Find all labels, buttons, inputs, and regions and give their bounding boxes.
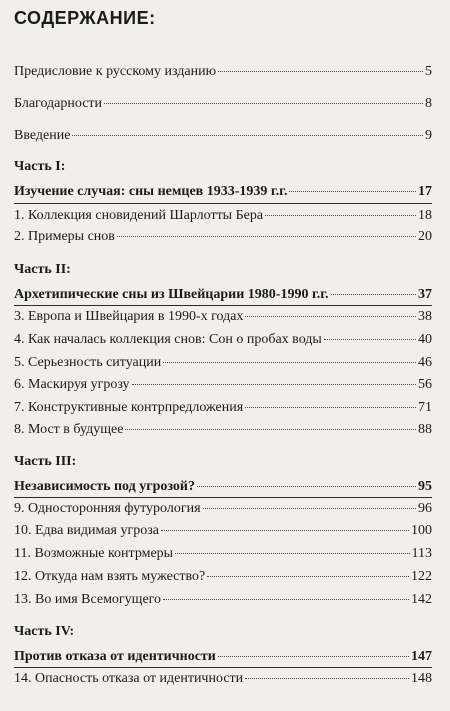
toc-heading: СОДЕРЖАНИЕ: [14, 8, 156, 28]
entry-page: 148 [411, 671, 432, 686]
entry-page: 71 [418, 400, 432, 415]
dot-leader [289, 191, 416, 192]
toc-entry-chapter[interactable] [14, 229, 432, 245]
toc-entry-chapter[interactable] [14, 377, 432, 393]
toc-entry-chapter[interactable] [14, 355, 432, 371]
entry-page: 96 [418, 501, 432, 516]
dot-leader [265, 215, 416, 216]
dot-leader [218, 656, 409, 657]
entry-title: 12. Откуда нам взять мужество? [14, 569, 206, 584]
divider [14, 667, 432, 668]
divider [14, 305, 432, 306]
entry-title: Против отказа от идентичности [14, 649, 216, 664]
toc-entry-part-title[interactable] [14, 649, 432, 665]
toc-entry-part-title[interactable] [14, 287, 432, 303]
entry-title: 11. Возможные контрмеры [14, 546, 174, 561]
toc-entry-introduction[interactable] [14, 128, 432, 144]
toc-entry-chapter[interactable] [14, 332, 432, 348]
dot-leader [125, 429, 416, 430]
toc-entry-part-title[interactable] [14, 184, 432, 200]
entry-page: 9 [425, 128, 432, 143]
entry-title: 13. Во имя Всемогущего [14, 592, 162, 607]
toc-entry-chapter[interactable] [14, 208, 432, 224]
entry-page: 100 [411, 523, 432, 538]
entry-title: 8. Мост в будущее [14, 422, 124, 437]
entry-page: 122 [411, 569, 432, 584]
dot-leader [117, 236, 416, 237]
entry-title: 3. Европа и Швейцария в 1990-х годах [14, 309, 244, 324]
entry-page: 40 [418, 332, 432, 347]
entry-page: 142 [411, 592, 432, 607]
entry-page: 88 [418, 422, 432, 437]
entry-title: Благодарности [14, 96, 103, 111]
dot-leader [331, 294, 416, 295]
part-label: Часть I: [14, 159, 66, 174]
dot-leader [324, 339, 416, 340]
entry-page: 147 [411, 649, 432, 664]
entry-title: Предисловие к русскому изданию [14, 64, 217, 79]
toc-entry-acknowledgements[interactable] [14, 96, 432, 112]
dot-leader [197, 486, 416, 487]
toc-entry-chapter[interactable] [14, 501, 432, 517]
dot-leader [245, 316, 416, 317]
divider [14, 203, 432, 204]
dot-leader [245, 678, 409, 679]
entry-page: 46 [418, 355, 432, 370]
entry-title: 2. Примеры снов [14, 229, 115, 244]
entry-page: 95 [418, 479, 432, 494]
entry-title: 14. Опасность отказа от идентичности [14, 671, 244, 686]
entry-title: Архетипические сны из Швейцарии 1980-1990 г.г. [14, 287, 329, 302]
entry-page: 113 [411, 546, 432, 561]
entry-page: 20 [418, 229, 432, 244]
entry-page: 37 [418, 287, 432, 302]
entry-page: 17 [418, 184, 432, 199]
divider [14, 497, 432, 498]
dot-leader [161, 530, 409, 531]
entry-page: 38 [418, 309, 432, 324]
dot-leader [175, 553, 409, 554]
dot-leader [104, 103, 423, 104]
entry-title: 5. Серьезность ситуации [14, 355, 162, 370]
toc-entry-chapter[interactable] [14, 592, 432, 608]
entry-title: Изучение случая: сны немцев 1933-1939 г.г. [14, 184, 288, 199]
toc-entry-chapter[interactable] [14, 671, 432, 687]
part-label: Часть II: [14, 262, 71, 277]
toc-entry-part-title[interactable] [14, 479, 432, 495]
toc-entry-preface[interactable] [14, 64, 432, 80]
entry-title: Введение [14, 128, 71, 143]
entry-title: 10. Едва видимая угроза [14, 523, 159, 538]
entry-title: Независимость под угрозой? [14, 479, 195, 494]
entry-title: 1. Коллекция сновидений Шарлотты Бера [14, 208, 264, 223]
entry-page: 5 [425, 64, 432, 79]
dot-leader [163, 362, 416, 363]
entry-page: 18 [418, 208, 432, 223]
entry-title: 4. Как началась коллекция снов: Сон о пробах воды [14, 332, 322, 347]
dot-leader [218, 71, 423, 72]
dot-leader [207, 576, 409, 577]
toc-entry-chapter[interactable] [14, 523, 432, 539]
part-label: Часть IV: [14, 624, 75, 639]
entry-title: 9. Односторонняя футурология [14, 501, 201, 516]
entry-title: 6. Маскируя угрозу [14, 377, 130, 392]
toc-entry-chapter[interactable] [14, 422, 432, 438]
dot-leader [203, 508, 416, 509]
dot-leader [72, 135, 423, 136]
entry-page: 56 [418, 377, 432, 392]
dot-leader [132, 384, 416, 385]
dot-leader [163, 599, 409, 600]
entry-title: 7. Конструктивные контрпредложения [14, 400, 244, 415]
toc-entry-chapter[interactable] [14, 569, 432, 585]
toc-entry-chapter[interactable] [14, 309, 432, 325]
dot-leader [245, 407, 416, 408]
part-label: Часть III: [14, 454, 77, 469]
entry-page: 8 [425, 96, 432, 111]
toc-entry-chapter[interactable] [14, 546, 432, 562]
toc-entry-chapter[interactable] [14, 400, 432, 416]
